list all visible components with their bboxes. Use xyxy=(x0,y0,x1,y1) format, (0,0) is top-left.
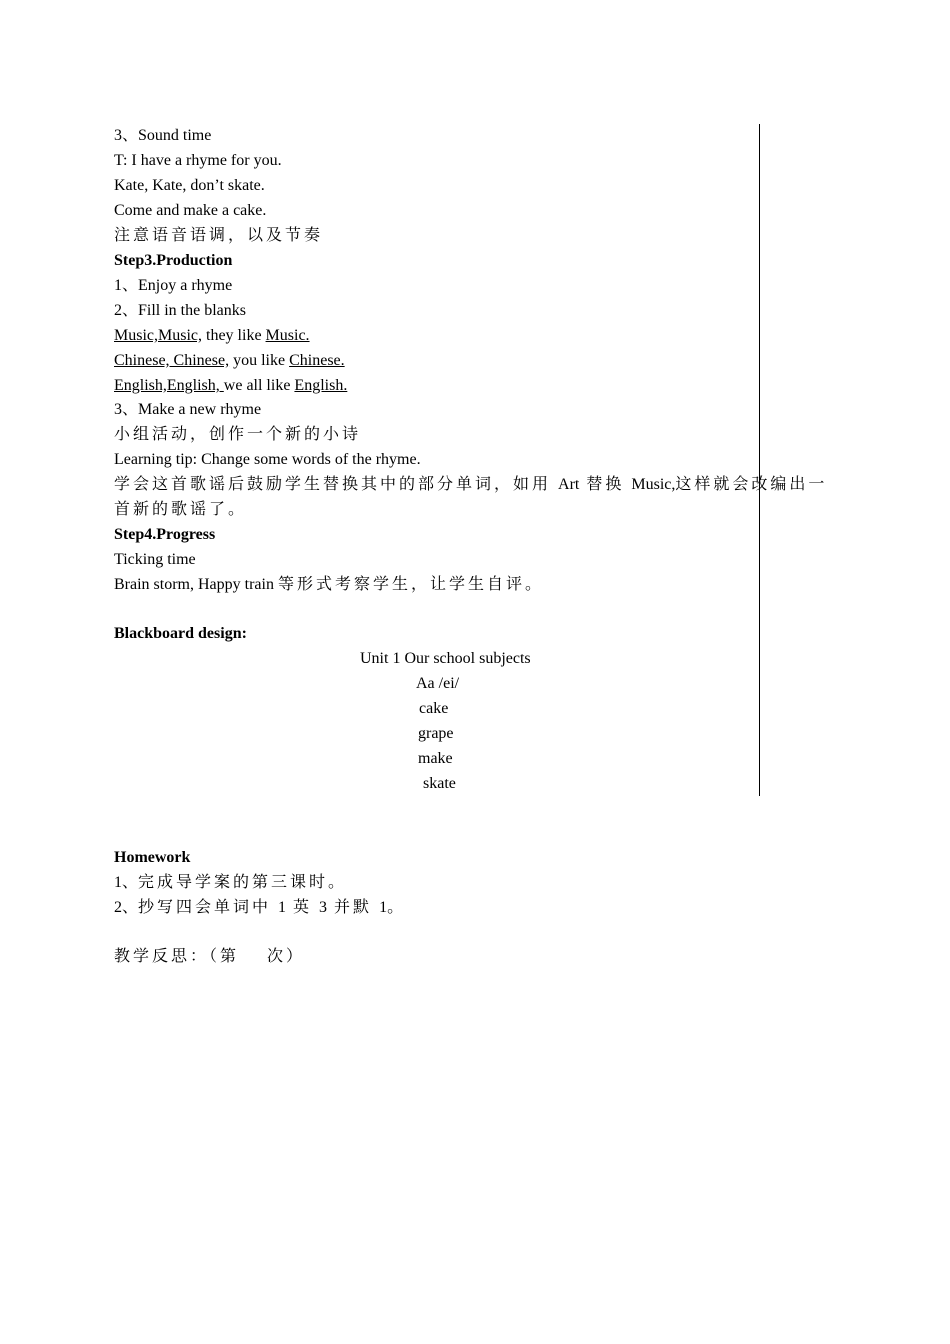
blackboard-word: skate xyxy=(423,775,456,792)
blank-fill: English. xyxy=(294,377,348,394)
ticking-time: Ticking time xyxy=(114,551,196,568)
table-border-line xyxy=(759,124,760,796)
rhyme-line-1: Kate, Kate, don’t skate. xyxy=(114,177,265,194)
blackboard-phonics: Aa /ei/ xyxy=(416,675,460,692)
intonation-note: 注意语音语调，以及节奏 xyxy=(114,227,324,244)
step3-heading: Step3.Production xyxy=(114,252,233,269)
blank-line-chinese xyxy=(114,351,345,371)
teaching-reflection: 教学反思：（第 次） xyxy=(114,948,306,965)
homework-heading: Homework xyxy=(114,849,191,866)
blank-text: you like xyxy=(229,352,290,369)
blank-line-english xyxy=(114,376,347,396)
blank-text: they like xyxy=(202,327,266,344)
fill-blanks-item: 2、Fill in the blanks xyxy=(114,302,247,319)
make-rhyme-item: 3、Make a new rhyme xyxy=(114,401,262,418)
blank-fill: English,English, xyxy=(114,377,224,394)
blank-fill: Music. xyxy=(265,327,310,344)
blank-line-music xyxy=(114,326,310,346)
rhyme-line-2: Come and make a cake. xyxy=(114,202,267,219)
blackboard-heading: Blackboard design: xyxy=(114,625,247,642)
brain-storm-line: Brain storm, Happy train 等形式考察学生，让学生自评。 xyxy=(114,576,544,593)
blank-text: we all like xyxy=(223,377,295,394)
homework-item-1: 1、完成导学案的第三课时。 xyxy=(114,874,348,891)
learning-tip: Learning tip: Change some words of the rhyme. xyxy=(114,451,421,468)
sound-time-heading: 3、Sound time xyxy=(114,127,212,144)
blackboard-title: Unit 1 Our school subjects xyxy=(360,650,531,667)
step4-heading: Step4.Progress xyxy=(114,526,216,543)
homework-item-2: 2、抄写四会单词中 1 英 3 并默 1。 xyxy=(114,899,407,916)
blackboard-word: make xyxy=(418,750,453,767)
blank-fill: Music,Music, xyxy=(114,327,202,344)
teacher-line: T: I have a rhyme for you. xyxy=(114,152,282,169)
tip-chinese-line-2: 首新的歌谣了。 xyxy=(114,501,248,518)
group-activity-note: 小组活动，创作一个新的小诗 xyxy=(114,426,362,443)
blank-fill: Chinese. xyxy=(289,352,345,369)
blackboard-word: cake xyxy=(419,700,449,717)
blackboard-word: grape xyxy=(418,725,454,742)
tip-chinese-line-1: 学会这首歌谣后鼓励学生替换其中的部分单词，如用 Art 替换 Music,这样就会改编出一 xyxy=(114,476,828,493)
blank-fill: Chinese, Chinese, xyxy=(114,352,230,369)
enjoy-rhyme-item: 1、Enjoy a rhyme xyxy=(114,277,233,294)
